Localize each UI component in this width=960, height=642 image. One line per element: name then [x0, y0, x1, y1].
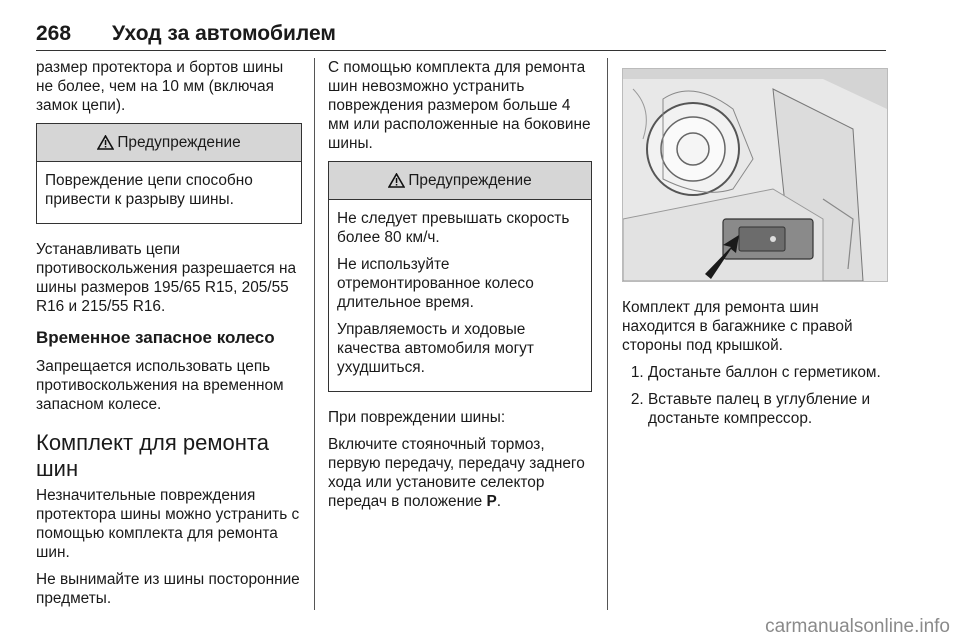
trunk-compartment-illustration — [622, 68, 888, 282]
illustration-drawing — [623, 69, 887, 281]
paragraph — [328, 435, 592, 511]
page-header — [36, 20, 886, 51]
paragraph: Запрещается использовать цепь противоскольжения на временном запасном колесе. — [36, 358, 284, 413]
steps-list — [622, 363, 886, 428]
paragraph: Комплект для ремонта шин находится в багажнике с правой стороны под крышкой. — [622, 299, 853, 354]
warning-text: Не используйте отремонтированное колесо длительное время. — [337, 256, 534, 311]
chapter-heading: Комплект для ремонта шин — [36, 430, 269, 481]
warning-box — [36, 123, 302, 224]
paragraph: Устанавливать цепи противоскольжения разрешается на шины размеров 195/65 R15, 205/55 R16 и 215/55 R16. — [36, 241, 297, 315]
gear-position-label: P — [486, 493, 497, 510]
paragraph: размер протектора и бортов шины не более, чем на 10 мм (включая замок цепи). — [36, 59, 284, 114]
warning-triangle-icon — [388, 173, 405, 188]
page-number: 268 — [36, 22, 72, 45]
page-title: Уход за автомобилем — [112, 22, 336, 45]
paragraph: При повреждении шины: — [328, 409, 506, 426]
list-item: 1. Достаньте баллон с герметиком. — [648, 363, 886, 382]
column-divider — [607, 58, 608, 610]
warning-title: Предупреждение — [408, 172, 532, 189]
paragraph: Не вынимайте из шины посторонние предметы. — [36, 571, 300, 607]
column-right — [622, 58, 886, 436]
warning-text: Управляемость и ходовые качества автомобиля могут ухудшиться. — [337, 321, 534, 376]
warning-box — [328, 161, 592, 392]
warning-title: Предупреждение — [117, 134, 241, 151]
column-left — [36, 58, 302, 616]
warning-triangle-icon — [97, 135, 114, 150]
section-heading: Временное запасное колесо — [36, 328, 275, 347]
watermark: carmanualsonline.info — [765, 616, 950, 637]
warning-body — [329, 200, 591, 391]
paragraph-end: . — [496, 493, 502, 510]
column-divider — [314, 58, 315, 610]
warning-header — [329, 162, 591, 200]
warning-text: Не следует превышать скорость более 80 км/ч. — [337, 210, 570, 246]
list-item: 2. Вставьте палец в углубление и достаньте компрессор. — [648, 390, 886, 428]
warning-text: Повреждение цепи способно привести к разрыву шины. — [45, 172, 253, 208]
warning-header — [37, 124, 301, 162]
paragraph: Незначительные повреждения протектора шины можно устранить с помощью комплекта для ремонта шин. — [36, 487, 300, 561]
paragraph: С помощью комплекта для ремонта шин невозможно устранить повреждения размером больше 4 мм или расположенные на боковине шины. — [328, 59, 591, 152]
warning-body — [37, 162, 301, 223]
paragraph-text: Включите стояночный тормоз, первую передачу, передачу заднего хода или установите селектор передач в положение — [328, 436, 585, 510]
column-middle — [328, 58, 592, 519]
